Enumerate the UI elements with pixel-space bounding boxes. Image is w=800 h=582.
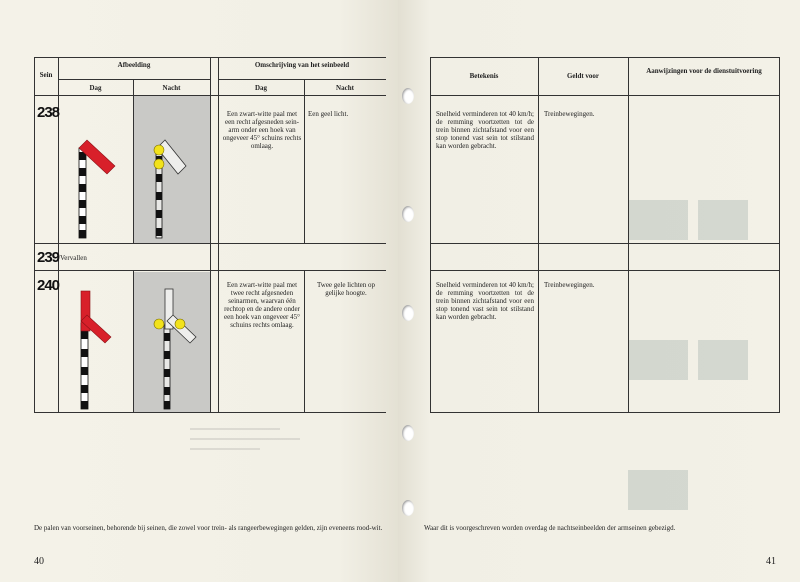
left-page bbox=[0, 0, 398, 582]
signal-number-239: 239 bbox=[37, 249, 60, 266]
binder-hole bbox=[402, 206, 414, 222]
header-sein: Sein bbox=[39, 71, 53, 79]
table-bottom-rule bbox=[430, 412, 780, 413]
binder-hole bbox=[402, 305, 414, 321]
signal-number-238: 238 bbox=[37, 104, 60, 121]
bleed-through bbox=[698, 340, 748, 380]
left-footnote: De palen van voorseinen, behorende bij seinen, die zowel voor trein- als rangeerbewegingen gelden, zijn eveneens rood-wit. bbox=[34, 524, 383, 532]
geldt-voor-row-2: Treinbewegingen. bbox=[544, 281, 595, 289]
right-footnote: Waar dit is voorgeschreven worden overdag de nachtseinbeelden der armseinen gebezigd. bbox=[424, 524, 676, 532]
row-rule-1 bbox=[430, 243, 780, 244]
mast bbox=[164, 325, 170, 409]
header-omschr-dag: Dag bbox=[254, 84, 268, 92]
bleed-through bbox=[628, 200, 688, 240]
bleed-through bbox=[628, 470, 688, 510]
geldt-voor-row-1: Treinbewegingen. bbox=[544, 110, 595, 118]
table-top-rule bbox=[430, 57, 780, 58]
signal-238-description-day: Een zwart-witte paal met een recht afgesneden sein-arm onder een hoek van ongeveer 45° schuins rechts omlaag. bbox=[222, 110, 302, 150]
yellow-light bbox=[154, 145, 164, 155]
col-right bbox=[779, 57, 780, 413]
yellow-light bbox=[154, 159, 164, 169]
header-afbeelding: Afbeelding bbox=[117, 61, 151, 69]
binder-hole bbox=[402, 425, 414, 441]
signal-240-description-night: Twee gele lichten op gelijke hoogte. bbox=[316, 281, 375, 297]
col-betekenis bbox=[538, 57, 539, 413]
header-betekenis: Betekenis bbox=[469, 72, 499, 80]
col-geldt bbox=[628, 57, 629, 413]
signal-number-240: 240 bbox=[37, 277, 60, 294]
binder-hole bbox=[402, 500, 414, 516]
bleed-through bbox=[698, 200, 748, 240]
bleed-through bbox=[628, 340, 688, 380]
yellow-light bbox=[154, 319, 164, 329]
col-left bbox=[430, 57, 431, 413]
binder-hole bbox=[402, 88, 414, 104]
signal-240-description-day: Een zwart-witte paal met twee recht afgesneden seinarmen, waarvan één rechtop en de andere onder een hoek van ongeveer 45° schuins rechts omlaag. bbox=[224, 281, 300, 329]
col-left bbox=[34, 57, 35, 413]
betekenis-row-2: Snelheid verminderen tot 40 km/h; de remming voortzetten tot de trein binnen zichtafstand voor een stop tonend vast sein tot stilstand kan worden gebracht. bbox=[436, 281, 534, 321]
header-geldt-voor: Geldt voor bbox=[566, 72, 600, 80]
header-omschrijving: Omschrijving van het seinbeeld bbox=[254, 61, 350, 69]
signal-238-description-night: Een geel licht. bbox=[308, 110, 349, 118]
page-number-left: 40 bbox=[34, 556, 44, 567]
col-omschr-dag bbox=[304, 80, 305, 243]
signal-240-night-image bbox=[134, 271, 210, 412]
header-bottom-rule bbox=[430, 95, 780, 96]
signal-239-label: Vervallen bbox=[60, 254, 87, 262]
row-rule-2 bbox=[430, 270, 780, 271]
header-omschr-nacht: Nacht bbox=[336, 84, 354, 92]
betekenis-row-1: Snelheid verminderen tot 40 km/h; de remming voortzetten tot de trein binnen zichtafstand voor een stop tonend vast sein tot stilstand kan worden gebracht. bbox=[436, 110, 534, 150]
header-nacht: Nacht bbox=[162, 84, 181, 92]
right-page bbox=[398, 0, 800, 582]
header-dag: Dag bbox=[89, 84, 102, 92]
col-omschr bbox=[218, 57, 219, 413]
mast bbox=[79, 148, 86, 238]
header-aanwijzingen: Aanwijzingen voor de dienstuitvoering bbox=[646, 67, 762, 75]
header-sub-rule-2 bbox=[218, 79, 386, 80]
mast bbox=[81, 323, 88, 409]
page-number-right: 41 bbox=[766, 556, 776, 567]
header-sub-rule bbox=[58, 79, 210, 80]
signal-238-day-image bbox=[59, 96, 133, 243]
col-nacht bbox=[210, 57, 211, 413]
yellow-light bbox=[175, 319, 185, 329]
bleed-through bbox=[190, 420, 310, 470]
signal-240-day-image bbox=[59, 271, 133, 412]
signal-238-night-image bbox=[134, 96, 210, 243]
col-omschr-dag-2 bbox=[304, 271, 305, 412]
